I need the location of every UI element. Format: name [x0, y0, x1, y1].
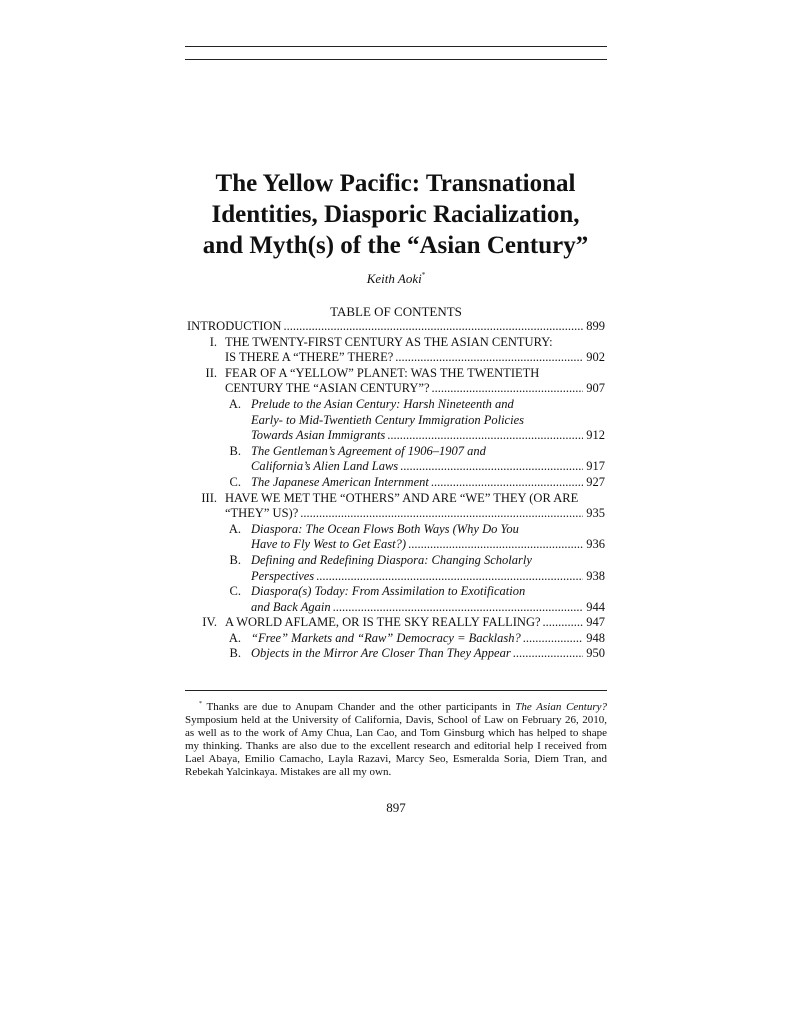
toc-leader	[387, 428, 583, 444]
toc-entry-text: INTRODUCTION	[187, 319, 282, 333]
toc-entry-text: Diaspora: The Ocean Flows Both Ways (Why Do You	[251, 521, 519, 536]
toc-page-number: 902	[586, 350, 605, 365]
title-line-3: and Myth(s) of the “Asian Century”	[202, 232, 589, 259]
toc-entry	[187, 319, 605, 335]
author-byline	[185, 271, 607, 287]
toc-entry	[187, 444, 605, 475]
toc-page-number: 948	[586, 630, 605, 645]
toc-page-number: 938	[586, 568, 605, 583]
toc-entry-text: HAVE WE MET THE “OTHERS” AND ARE “WE” THEY (OR ARE	[225, 490, 579, 505]
toc-entry-text: Have to Fly West to Get East?)	[251, 537, 407, 552]
toc-entry-text: The Gentleman’s Agreement of 1906–1907 and	[251, 443, 486, 458]
author-footnote-mark: *	[421, 271, 426, 279]
toc-entry	[187, 397, 605, 444]
toc-entry-text: IS THERE A “THERE” THERE?	[225, 350, 394, 365]
toc-entry-text: Early- to Mid-Twentieth Century Immigration Policies	[251, 412, 524, 427]
toc-leader	[432, 381, 584, 397]
toc-entry-number: A.	[228, 630, 241, 645]
toc-entry-number: A.	[228, 521, 241, 536]
toc-entry-number: II.	[205, 365, 217, 380]
toc-page-number: 950	[586, 646, 605, 661]
toc-entry	[187, 584, 605, 615]
toc-leader	[408, 537, 583, 553]
toc-entry-text: THE TWENTY-FIRST CENTURY AS THE ASIAN CENTURY:	[225, 334, 553, 349]
toc-page-number: 947	[586, 615, 605, 630]
toc-entry-text: CENTURY THE “ASIAN CENTURY”?	[225, 381, 430, 396]
toc-entry-text: California’s Alien Land Laws	[251, 459, 399, 474]
toc-entry	[187, 646, 605, 662]
footnote-rule	[185, 690, 607, 691]
toc-entry-text: “Free” Markets and “Raw” Democracy = Backlash?	[251, 630, 521, 645]
toc-entry-number: C.	[229, 474, 241, 489]
toc-leader	[400, 459, 583, 475]
toc-leader	[283, 319, 583, 335]
toc-entry-number: C.	[229, 584, 241, 599]
footnote-text-1: Thanks are due to Anupam Chander and the other participants in	[206, 701, 516, 713]
toc-entry-number: I.	[209, 334, 217, 349]
toc-entry-text: Towards Asian Immigrants	[251, 428, 386, 443]
toc-entry-text: The Japanese American Internment	[251, 474, 429, 489]
toc-leader	[543, 615, 584, 631]
header-rule-bottom	[185, 59, 607, 60]
toc-entry-text: FEAR OF A “YELLOW” PLANET: WAS THE TWENTIETH	[225, 365, 540, 380]
toc-entry	[187, 522, 605, 553]
toc-entry	[187, 475, 605, 491]
toc-entry	[187, 553, 605, 584]
footnote-text-2: Symposium held at the University of California, Davis, School of Law on February 26, 2010, as well as to the work of Amy Chua, Lan Cao, and Tom Ginsburg which has helped to shape my thinking. Thanks are also due to the excellent research and editorial help I received from Lael Abaya, Emilio Camacho, Layla Razavi, Marcy Seo, Esmeralda Soria, Diem Tran, and Rebekah Yalcinkaya. Mistakes are all my own.	[185, 714, 607, 778]
toc-entry-text: Perspectives	[251, 568, 315, 583]
toc-entry-text: and Back Again	[251, 599, 331, 614]
toc-leader	[513, 646, 584, 662]
footnote	[185, 698, 607, 779]
toc-page-number: 935	[586, 506, 605, 521]
author-name: Keith Aoki	[366, 271, 422, 286]
toc-entry-number: A.	[228, 396, 241, 411]
toc-entry-number: IV.	[202, 615, 217, 630]
toc-entry-text: Objects in the Mirror Are Closer Than They Appear	[251, 646, 511, 661]
toc-entry	[187, 615, 605, 631]
toc-entry-text: Prelude to the Asian Century: Harsh Nineteenth and	[251, 396, 514, 411]
toc-leader	[395, 350, 583, 366]
footnote-mark: *	[199, 701, 202, 707]
toc-page-number: 927	[586, 474, 605, 489]
toc-leader	[523, 631, 584, 647]
toc-leader	[431, 475, 583, 491]
title-line-1: The Yellow Pacific: Transnational	[215, 170, 576, 197]
article-title	[150, 168, 641, 261]
toc-entry-number: B.	[229, 646, 241, 661]
toc-entry-text: Diaspora(s) Today: From Assimilation to Exotification	[251, 584, 526, 599]
toc-entry	[187, 335, 605, 366]
toc-leader	[333, 600, 584, 616]
toc-leader	[316, 569, 583, 585]
toc-entry	[187, 366, 605, 397]
toc-entry-text: Defining and Redefining Diaspora: Changing Scholarly	[251, 552, 532, 567]
toc-page-number: 936	[586, 537, 605, 552]
toc-entry	[187, 631, 605, 647]
page-number: 897	[386, 800, 406, 815]
toc-page-number: 907	[586, 381, 605, 396]
toc-page-number: 899	[586, 319, 605, 333]
toc-leader	[300, 506, 583, 522]
toc-entry-number: B.	[229, 443, 241, 458]
toc-page-number: 917	[586, 459, 605, 474]
toc-page-number: 912	[586, 428, 605, 443]
toc-entry-text: “THEY” US)?	[225, 506, 299, 521]
title-line-2: Identities, Diasporic Racialization,	[211, 201, 580, 228]
toc-entry	[187, 491, 605, 522]
toc-entry-number: III.	[201, 490, 217, 505]
header-rule-top	[185, 46, 607, 47]
toc-heading: TABLE OF CONTENTS	[330, 304, 462, 319]
toc-entry-text: A WORLD AFLAME, OR IS THE SKY REALLY FALLING?	[225, 615, 541, 630]
toc-entry-number: B.	[229, 552, 241, 567]
table-of-contents	[187, 319, 605, 662]
footnote-symposium-title: The Asian Century?	[515, 701, 608, 713]
toc-page-number: 944	[586, 599, 605, 614]
